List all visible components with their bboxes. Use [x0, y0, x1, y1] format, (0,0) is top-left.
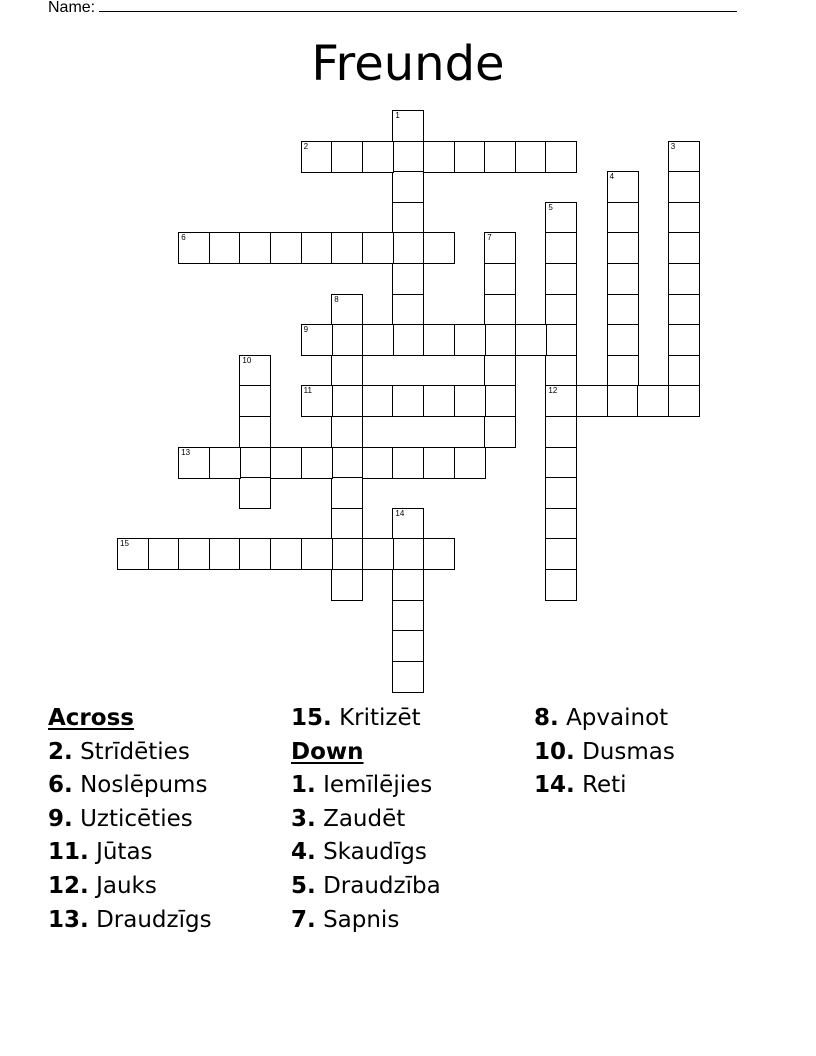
grid-cell[interactable] [362, 324, 394, 356]
clue-number-4: 4 [609, 172, 615, 182]
grid-cell[interactable] [668, 202, 700, 234]
grid-cell[interactable] [607, 171, 639, 203]
grid-cell[interactable] [668, 171, 700, 203]
clue-number-9: 9 [303, 325, 309, 335]
grid-cell[interactable] [545, 263, 577, 295]
clue-across-2: 2. Strīdēties [48, 738, 190, 765]
clue-number-12: 12 [548, 386, 558, 396]
clue-down-8: 8. Apvainot [534, 705, 669, 731]
grid-cell[interactable] [239, 477, 271, 509]
grid-cell[interactable] [331, 324, 363, 356]
clue-down-10: 10. Dusmas [534, 738, 675, 765]
grid-cell[interactable] [239, 232, 271, 264]
grid-cell[interactable] [607, 263, 639, 295]
grid-cell[interactable] [454, 324, 486, 356]
grid-cell[interactable] [239, 447, 271, 479]
grid-cell[interactable] [117, 538, 149, 570]
clue-down-4: 4. Skaudīgs [291, 839, 427, 866]
grid-cell[interactable] [607, 232, 639, 264]
grid-cell[interactable] [392, 294, 424, 326]
grid-cell[interactable] [301, 324, 333, 356]
grid-cell[interactable] [545, 355, 577, 387]
clue-down-14: 14. Reti [534, 772, 627, 799]
grid-cell[interactable] [331, 447, 363, 479]
grid-cell[interactable] [668, 294, 700, 326]
across-header: Across [48, 705, 134, 731]
clue-across-9: 9. Uzticēties [48, 805, 193, 832]
grid-cell[interactable] [545, 202, 577, 234]
grid-cell[interactable] [392, 324, 424, 356]
grid-cell[interactable] [331, 141, 363, 173]
clue-down-3: 3. Zaudēt [291, 805, 406, 832]
grid-cell[interactable] [545, 294, 577, 326]
clue-column-1 [48, 702, 212, 937]
clue-column-2 [291, 702, 441, 937]
grid-cell[interactable] [484, 141, 516, 173]
grid-cell[interactable] [484, 355, 516, 387]
clue-number-2: 2 [303, 141, 309, 151]
grid-cell[interactable] [362, 447, 394, 479]
clue-column-3 [534, 702, 675, 803]
grid-cell[interactable] [331, 477, 363, 509]
grid-cell[interactable] [607, 385, 639, 417]
grid-cell[interactable] [331, 538, 363, 570]
clue-number-10: 10 [242, 355, 252, 365]
grid-cell[interactable] [607, 355, 639, 387]
grid-cell[interactable] [423, 324, 455, 356]
grid-cell[interactable] [392, 447, 424, 479]
grid-cell[interactable] [209, 232, 241, 264]
grid-cell[interactable] [668, 385, 700, 417]
grid-cell[interactable] [515, 324, 547, 356]
grid-cell[interactable] [209, 538, 241, 570]
grid-cell[interactable] [423, 385, 455, 417]
grid-cell[interactable] [545, 447, 577, 479]
grid-cell[interactable] [484, 385, 516, 417]
grid-cell[interactable] [668, 355, 700, 387]
grid-cell[interactable] [423, 447, 455, 479]
grid-cell[interactable] [454, 447, 486, 479]
grid-cell[interactable] [484, 232, 516, 264]
grid-cell[interactable] [270, 447, 302, 479]
clue-number-3: 3 [670, 141, 676, 151]
grid-cell[interactable] [423, 538, 455, 570]
clue-number-11: 11 [303, 386, 312, 396]
grid-cell[interactable] [668, 141, 700, 173]
grid-cell[interactable] [454, 385, 486, 417]
clue-number-6: 6 [181, 233, 186, 243]
grid-cell[interactable] [301, 385, 333, 417]
grid-cell[interactable] [392, 171, 424, 203]
grid-cell[interactable] [668, 324, 700, 356]
grid-cell[interactable] [545, 569, 577, 601]
clue-number-5: 5 [548, 202, 553, 212]
grid-cell[interactable] [301, 447, 333, 479]
grid-cell[interactable] [178, 538, 210, 570]
grid-cell[interactable] [484, 294, 516, 326]
grid-cell[interactable] [607, 324, 639, 356]
grid-cell[interactable] [515, 141, 547, 173]
grid-cell[interactable] [362, 232, 394, 264]
clue-down-7: 7. Sapnis [291, 906, 400, 933]
grid-cell[interactable] [484, 416, 516, 448]
grid-cell[interactable] [178, 447, 210, 479]
grid-cell[interactable] [454, 141, 486, 173]
grid-cell[interactable] [545, 385, 577, 417]
clue-number-14: 14 [395, 508, 405, 518]
grid-cell[interactable] [301, 538, 333, 570]
grid-cell[interactable] [423, 141, 455, 173]
grid-cell[interactable] [392, 385, 424, 417]
grid-cell[interactable] [148, 538, 180, 570]
grid-cell[interactable] [392, 141, 424, 173]
grid-cell[interactable] [545, 141, 577, 173]
grid-cell[interactable] [423, 232, 455, 264]
clue-across-12: 12. Jauks [48, 872, 157, 899]
grid-cell[interactable] [392, 600, 424, 632]
grid-cell[interactable] [239, 385, 271, 417]
clue-down-1: 1. Iemīlējies [291, 772, 433, 799]
clue-across-13: 13. Draudzīgs [48, 906, 212, 933]
grid-cell[interactable] [607, 202, 639, 234]
grid-cell[interactable] [668, 263, 700, 295]
grid-cell[interactable] [270, 232, 302, 264]
grid-cell[interactable] [484, 324, 516, 356]
grid-cell[interactable] [239, 538, 271, 570]
clue-number-15: 15 [120, 539, 129, 549]
grid-cell[interactable] [301, 232, 333, 264]
grid-cell[interactable] [392, 508, 424, 540]
grid-cell[interactable] [545, 232, 577, 264]
clue-number-8: 8 [334, 294, 339, 304]
grid-cell[interactable] [331, 355, 363, 387]
grid-cell[interactable] [545, 538, 577, 570]
grid-cell[interactable] [668, 232, 700, 264]
grid-cell[interactable] [392, 661, 424, 693]
grid-cell[interactable] [392, 202, 424, 234]
grid-cell[interactable] [484, 263, 516, 295]
grid-cell[interactable] [392, 232, 424, 264]
grid-cell[interactable] [331, 385, 363, 417]
clue-number-13: 13 [181, 447, 191, 457]
grid-cell[interactable] [392, 538, 424, 570]
grid-cell[interactable] [239, 416, 271, 448]
grid-cell[interactable] [178, 232, 210, 264]
grid-cell[interactable] [392, 110, 424, 142]
clue-across-6: 6. Noslēpums [48, 772, 208, 799]
name-label: Name: [48, 0, 96, 16]
grid-cell[interactable] [637, 385, 669, 417]
grid-cell[interactable] [545, 508, 577, 540]
grid-cell[interactable] [270, 538, 302, 570]
grid-cell[interactable] [362, 141, 394, 173]
grid-cell[interactable] [331, 416, 363, 448]
clue-number-1: 1 [395, 111, 400, 120]
grid-cell[interactable] [545, 416, 577, 448]
grid-cell[interactable] [331, 569, 363, 601]
puzzle-title: Freunde [311, 36, 505, 92]
grid-cell[interactable] [301, 141, 333, 173]
grid-cell[interactable] [331, 508, 363, 540]
down-header: Down [291, 738, 364, 765]
grid-cell[interactable] [331, 232, 363, 264]
grid-cell[interactable] [392, 630, 424, 662]
grid-cell[interactable] [331, 294, 363, 326]
grid-cell[interactable] [209, 447, 241, 479]
grid-cell[interactable] [392, 569, 424, 601]
grid-cell[interactable] [362, 385, 394, 417]
clue-number-7: 7 [487, 233, 492, 243]
grid-cell[interactable] [576, 385, 608, 417]
grid-cell[interactable] [362, 538, 394, 570]
grid-cell[interactable] [239, 355, 271, 387]
grid-cell[interactable] [392, 263, 424, 295]
clue-across-15: 15. Kritizēt [291, 705, 421, 731]
clue-across-11: 11. Jūtas [48, 839, 153, 866]
grid-cell[interactable] [545, 324, 577, 356]
grid-cell[interactable] [545, 477, 577, 509]
grid-cell[interactable] [607, 294, 639, 326]
clue-down-5: 5. Draudzība [291, 872, 441, 899]
